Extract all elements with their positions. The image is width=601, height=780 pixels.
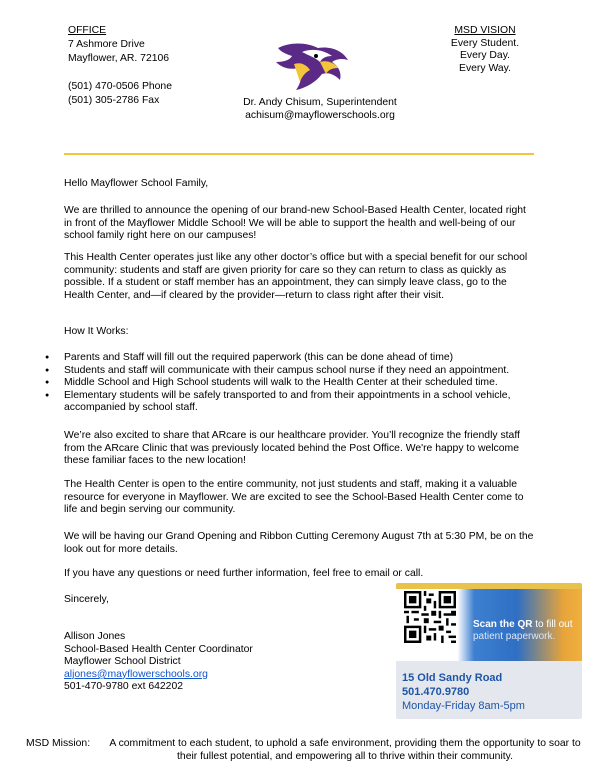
superintendent-name: Dr. Andy Chisum, Superintendent <box>243 97 397 108</box>
list-item: ● Middle School and High School students will walk to the Health Center at their scheduled time. <box>64 377 544 390</box>
paragraph-community: The Health Center is open to the entire community, not just students and staff, making it a valuable resource for everyone in Mayflower. We are excited to see the School-Based Health Center come to life and begin serving our community. <box>64 479 524 516</box>
office-city: Mayflower, AR. 72106 <box>68 53 170 64</box>
office-fax: (501) 305-2786 Fax <box>68 95 160 106</box>
signature-block <box>64 631 384 694</box>
scan-rest: to fill out <box>532 619 573 630</box>
list-item: ● Elementary students will be safely transported to and from their appointments in a school vehicle, accompanied by school staff. <box>64 390 544 415</box>
eagle-logo <box>272 40 352 92</box>
card-address: 15 Old Sandy Road <box>402 672 503 684</box>
scan-bold: Scan the QR <box>473 619 533 630</box>
list-item: ● Parents and Staff will fill out the required paperwork (this can be done ahead of time) <box>64 352 544 365</box>
office-street: 7 Ashmore Drive <box>68 39 145 50</box>
header-divider <box>64 153 534 155</box>
scan-instructions <box>473 619 581 643</box>
card-hours: Monday-Friday 8am-5pm <box>402 700 525 713</box>
vision-line: Every Student. <box>450 37 520 49</box>
signature-phone: 501-470-9780 ext 642202 <box>64 681 184 693</box>
how-it-works-list <box>64 352 544 415</box>
qr-code-icon[interactable] <box>404 591 456 643</box>
mission-text: A commitment to each student, to uphold a safe environment, providing them the opportunity to soar to their fullest potential, and empowering all to thrive within their community. <box>109 738 581 762</box>
paragraph-grand-opening: We will be having our Grand Opening and Ribbon Cutting Ceremony August 7th at 5:30 PM, be on the look out for more details. <box>64 531 534 555</box>
superintendent-email: achisum@mayflowerschools.org <box>245 109 395 121</box>
vision-line: Every Day. <box>459 50 511 62</box>
card-address-block <box>402 671 525 714</box>
office-title: OFFICE <box>68 25 107 36</box>
superintendent-block <box>232 97 408 122</box>
list-item: ● Students and staff will communicate with their campus school nurse if they need an appointment. <box>64 365 544 378</box>
card-phone: 501.470.9780 <box>402 686 470 699</box>
health-center-card <box>396 583 582 719</box>
card-top-band <box>396 583 582 589</box>
scan-sub: patient paperwork. <box>473 631 556 642</box>
paragraph-contact: If you have any questions or need further information, feel free to email or call. <box>64 568 424 579</box>
office-phone: (501) 470-0506 Phone <box>68 81 172 92</box>
signature-title: School-Based Health Center Coordinator <box>64 643 253 655</box>
vision-line: Every Way. <box>459 62 511 74</box>
closing: Sincerely, <box>64 594 109 605</box>
vision-title: MSD VISION <box>454 25 516 36</box>
paragraph-intro: We are thrilled to announce the opening of our brand-new School-Based Health Center, located right in front of the Mayflower Middle School! We will be able to support the health and well-being of our school family right here on our campuses! <box>64 205 526 242</box>
vision-block <box>430 25 540 75</box>
signature-org: Mayflower School District <box>64 656 181 668</box>
how-it-works-title: How It Works: <box>64 326 129 337</box>
mission-label: MSD Mission: <box>26 738 91 749</box>
greeting: Hello Mayflower School Family, <box>64 178 209 189</box>
signature-name: Allison Jones <box>64 631 126 642</box>
paragraph-provider: We’re also excited to share that ARcare is our healthcare provider. You’ll recognize the friendly staff from the ARcare Clinic that was previously located behind the Post Office. We're happy to welcome these familiar faces to the new location! <box>64 430 520 467</box>
signature-email-link[interactable]: aljones@mayflowerschools.org <box>64 668 208 680</box>
paragraph-operation: This Health Center operates just like any other doctor’s office but with a special benefit for our school community: students and staff are given priority for care so they can return to class as quickly as possible. If a student or staff member has an appointment, they can simply leave class, go to the Health Center, and—if cleared by the provider—return to class right after their visit. <box>64 252 528 301</box>
